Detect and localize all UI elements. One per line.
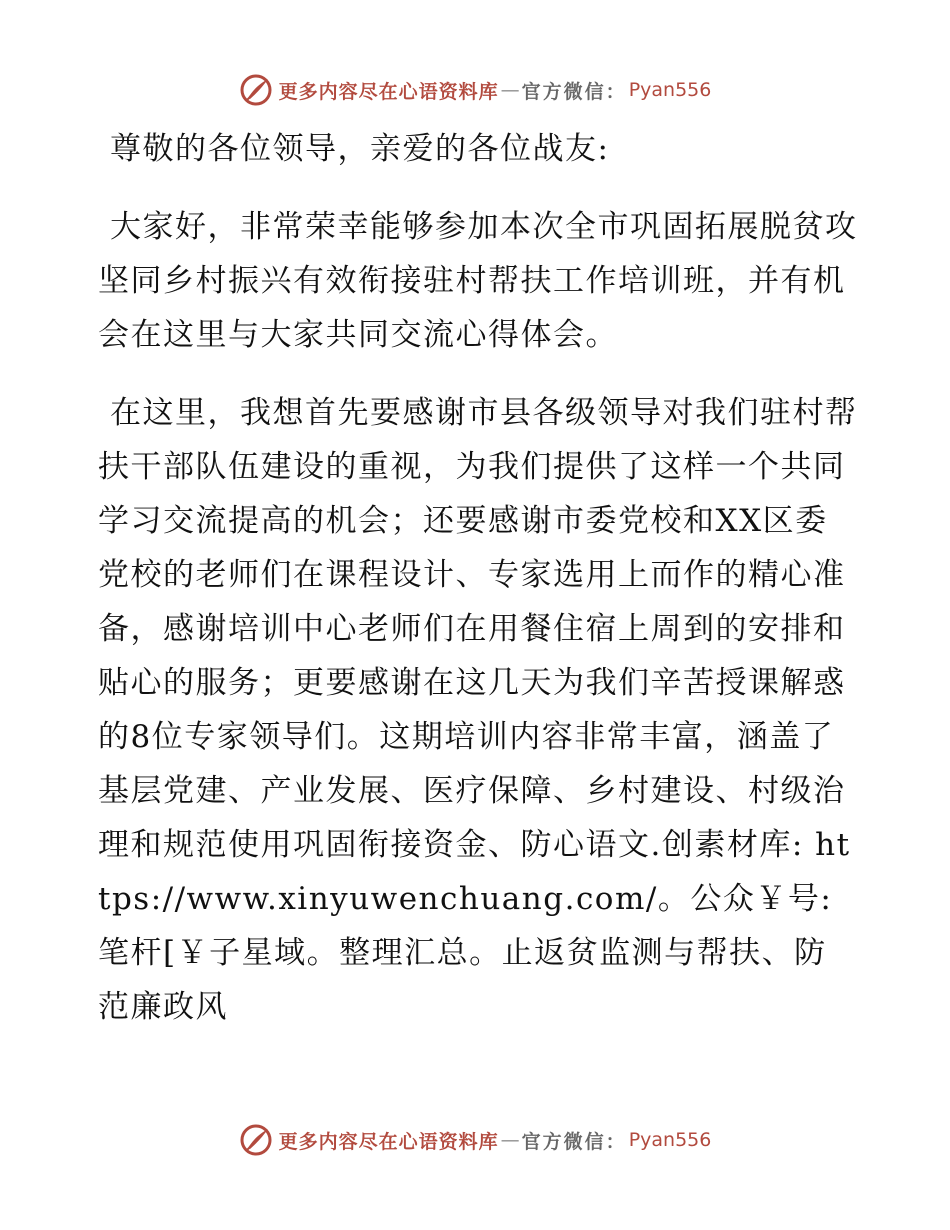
feather-seal-icon — [239, 1123, 273, 1157]
watermark-official-label: 官方微信： — [521, 80, 627, 103]
footer-watermark — [0, 1120, 950, 1160]
header-watermark — [0, 70, 950, 110]
watermark-separator: — — [500, 79, 520, 101]
salutation: 尊敬的各位领导，亲爱的各位战友: — [110, 131, 610, 167]
watermark-account: Pyan556 — [628, 1129, 712, 1151]
watermark-account: Pyan556 — [628, 79, 712, 101]
feather-seal-icon — [239, 73, 273, 107]
paragraph-greeting: 大家好，非常荣幸能够参加本次全市巩固拓展脱贫攻坚同乡村振兴有效衔接驻村帮扶工作培训班，并有机会在这里与大家共同交流心得体会。 — [98, 209, 858, 353]
watermark-separator: — — [500, 1129, 520, 1151]
watermark-site-name: 更多内容尽在心语资料库 — [278, 1130, 499, 1153]
watermark-official-label: 官方微信： — [521, 1130, 627, 1153]
document-body — [98, 122, 858, 1034]
watermark-site-name: 更多内容尽在心语资料库 — [278, 80, 499, 103]
paragraph-thanks: 在这里，我想首先要感谢市县各级领导对我们驻村帮扶干部队伍建设的重视，为我们提供了这样一个共同学习交流提高的机会；还要感谢市委党校和XX区委党校的老师们在课程设计、专家选用上而作的精心准备，感谢培训中心老师们在用餐住宿上周到的安排和贴心的服务；更要感谢在这几天为我们辛苦授课解惑的8位专家领导们。这期培训内容非常丰富，涵盖了基层党建、产业发展、医疗保障、乡村建设、村级治理和规范使用巩固衔接资金、防心语文.创素材库: https://www.xinyuwenchuang.com/。公众￥号: 笔杆[￥子星域。整理汇总。止返贫监测与帮扶、防范廉政风 — [98, 395, 858, 1025]
